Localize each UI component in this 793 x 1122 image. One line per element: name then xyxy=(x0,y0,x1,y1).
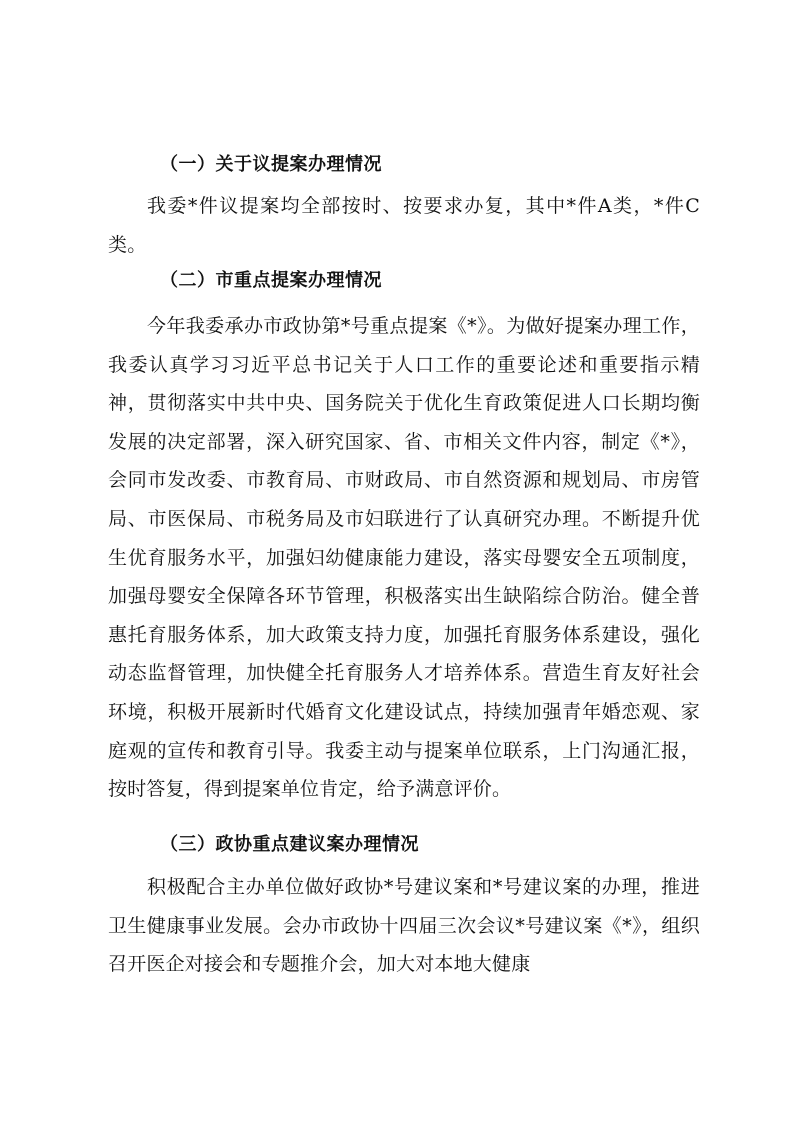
section-2-paragraph: 今年我委承办市政协第*号重点提案《*》。为做好提案办理工作，我委认真学习习近平总书记关于人口工作的重要论述和重要指示精神，贯彻落实中共中央、国务院关于优化生育政策促进人口长期均衡发展的决定部署，深入研究国家、省、市相关文件内容，制定《*》，会同市发改委、市教育局、市财政局、市自然资源和规划局、市房管局、市医保局、市税务局及市妇联进行了认真研究办理。不断提升优生优育服务水平，加强妇幼健康能力建设，落实母婴安全五项制度，加强母婴安全保障各环节管理，积极落实出生缺陷综合防治。健全普惠托育服务体系，加大政策支持力度，加强托育服务体系建设，强化动态监督管理，加快健全托育服务人才培养体系。营造生育友好社会环境，积极开展新时代婚育文化建设试点，持续加强青年婚恋观、家庭观的宣传和教育引导。我委主动与提案单位联系，上门沟通汇报，按时答复，得到提案单位肯定，给予满意评价。 xyxy=(108,315,700,801)
section-1-paragraph: 我委*件议提案均全部按时、按要求办复，其中*件A类，*件C类。 xyxy=(108,195,700,256)
section-3-paragraph: 积极配合主办单位做好政协*号建议案和*号建议案的办理，推进卫生健康事业发展。会办市政协十四届三次会议*号建议案《*》，组织召开医企对接会和专题推介会，加大对本地大健康 xyxy=(108,876,700,976)
section-1-heading: （一）关于议提案办理情况 xyxy=(160,154,382,175)
section-3-heading: （三）政协重点建议案办理情况 xyxy=(160,834,419,855)
section-2-heading: （二）市重点提案办理情况 xyxy=(160,270,382,291)
